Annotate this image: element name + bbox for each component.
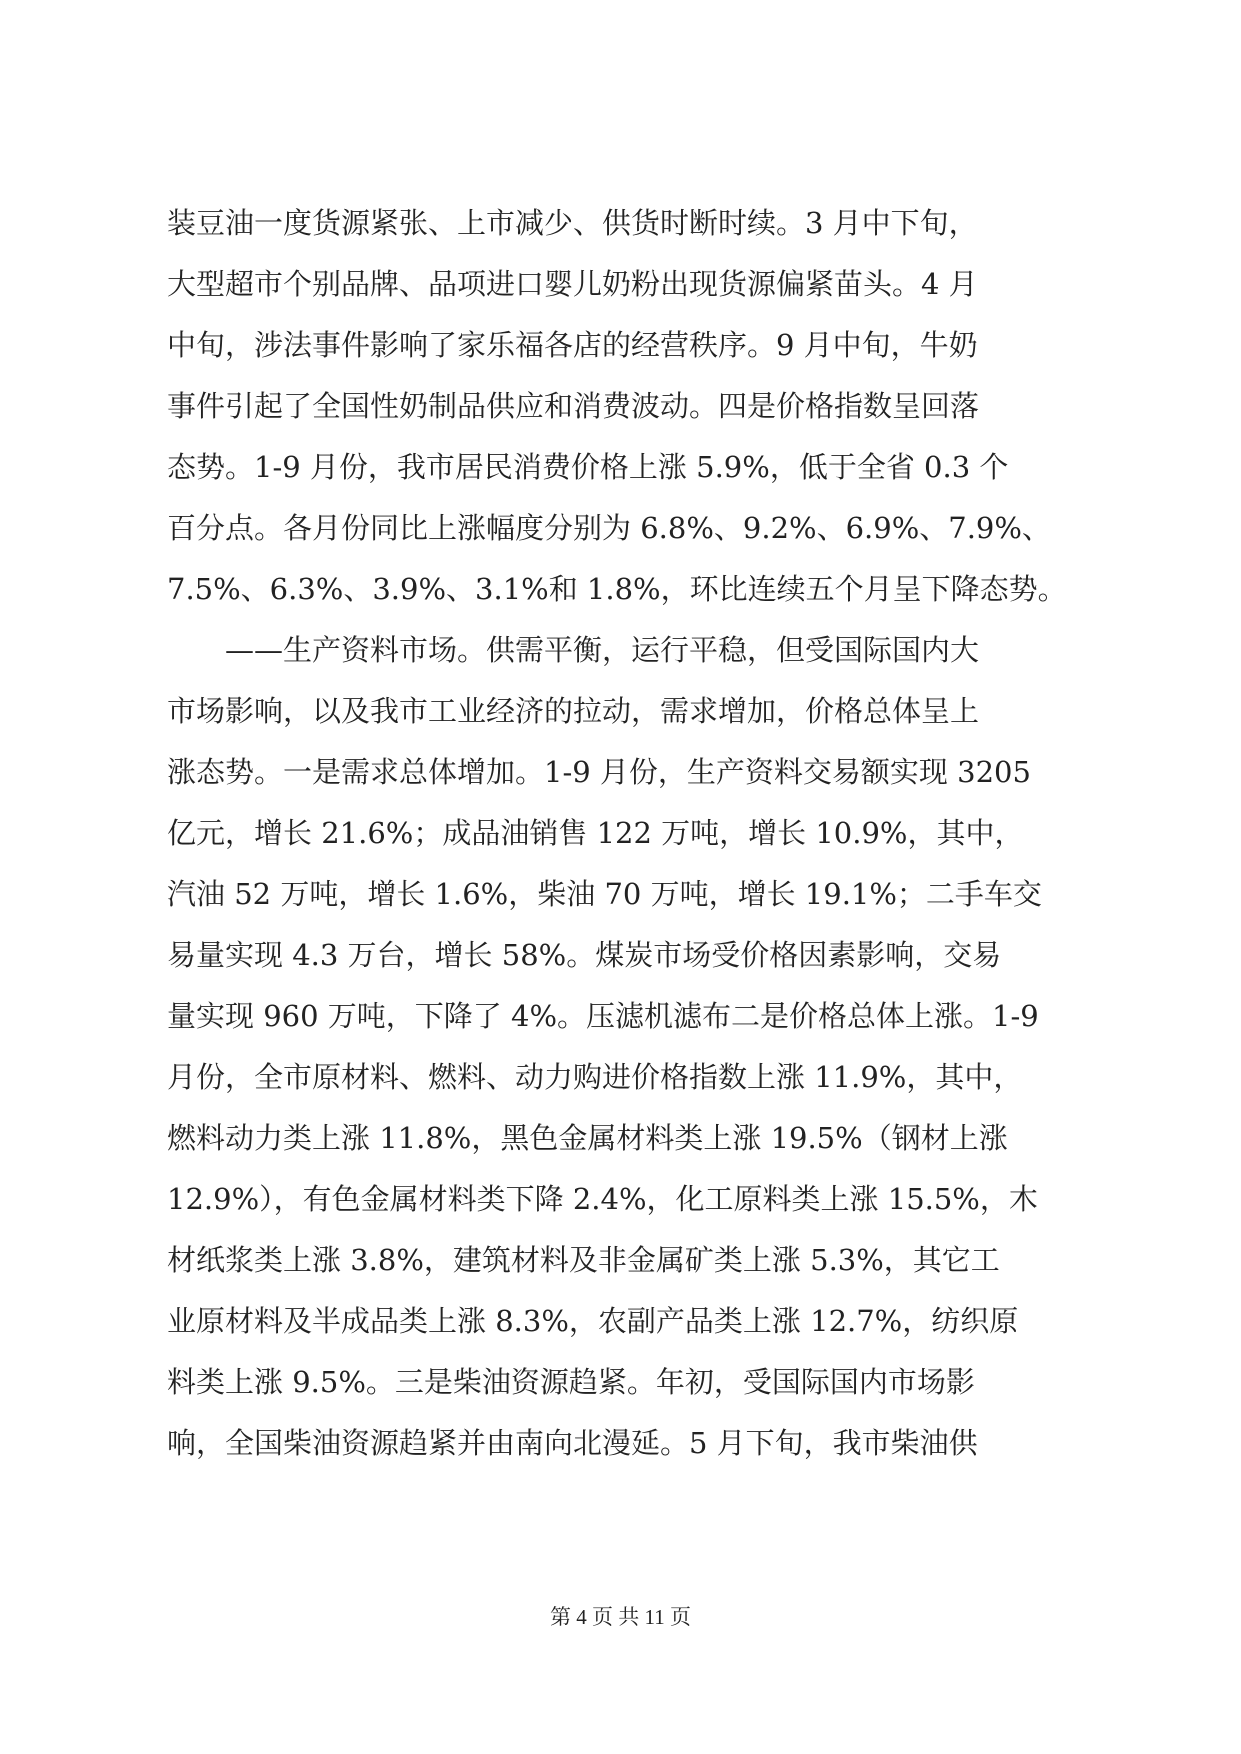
text-line: 市场影响，以及我市工业经济的拉动，需求增加，价格总体呈上	[167, 694, 980, 728]
text-line: 12.9%），有色金属材料类下降 2.4%，化工原料类上涨 15.5%，木	[167, 1182, 1038, 1216]
page-footer: 第 4 页 共 11 页	[550, 1605, 691, 1629]
text-line: 7.5%、6.3%、3.9%、3.1%和 1.8%，环比连续五个月呈下降态势。	[167, 572, 1067, 606]
text-line: 料类上涨 9.5%。三是柴油资源趋紧。年初，受国际国内市场影	[167, 1365, 975, 1399]
text-line: 材纸浆类上涨 3.8%，建筑材料及非金属矿类上涨 5.3%，其它工	[167, 1243, 1000, 1277]
text-line: 月份，全市原材料、燃料、动力购进价格指数上涨 11.9%，其中，	[167, 1060, 1023, 1094]
text-line: 业原材料及半成品类上涨 8.3%，农副产品类上涨 12.7%，纺织原	[167, 1304, 1019, 1338]
text-line: ——生产资料市场。供需平衡，运行平稳，但受国际国内大	[167, 633, 980, 667]
text-line: 亿元，增长 21.6%；成品油销售 122 万吨，增长 10.9%，其中，	[167, 816, 1024, 850]
text-line: 中旬，涉法事件影响了家乐福各店的经营秩序。9 月中旬，牛奶	[167, 328, 978, 362]
text-line: 响，全国柴油资源趋紧并由南向北漫延。5 月下旬，我市柴油供	[167, 1426, 978, 1460]
text-line: 涨态势。一是需求总体增加。1-9 月份，生产资料交易额实现 3205	[167, 755, 1031, 789]
text-line: 装豆油一度货源紧张、上市减少、供货时断时续。3 月中下旬，	[167, 206, 978, 240]
text-line: 大型超市个别品牌、品项进口婴儿奶粉出现货源偏紧苗头。4 月	[167, 267, 978, 301]
text-line: 事件引起了全国性奶制品供应和消费波动。四是价格指数呈回落	[167, 389, 980, 423]
text-line: 态势。1-9 月份，我市居民消费价格上涨 5.9%，低于全省 0.3 个	[167, 450, 1009, 484]
text-line: 易量实现 4.3 万台，增长 58%。煤炭市场受价格因素影响，交易	[167, 938, 1002, 972]
text-line: 百分点。各月份同比上涨幅度分别为 6.8%、9.2%、6.9%、7.9%、	[167, 511, 1051, 545]
text-line: 燃料动力类上涨 11.8%，黑色金属材料类上涨 19.5%（钢材上涨	[167, 1121, 1008, 1155]
text-line: 量实现 960 万吨，下降了 4%。压滤机滤布二是价格总体上涨。1-9	[167, 999, 1039, 1033]
text-line: 汽油 52 万吨，增长 1.6%，柴油 70 万吨，增长 19.1%；二手车交	[167, 877, 1042, 911]
